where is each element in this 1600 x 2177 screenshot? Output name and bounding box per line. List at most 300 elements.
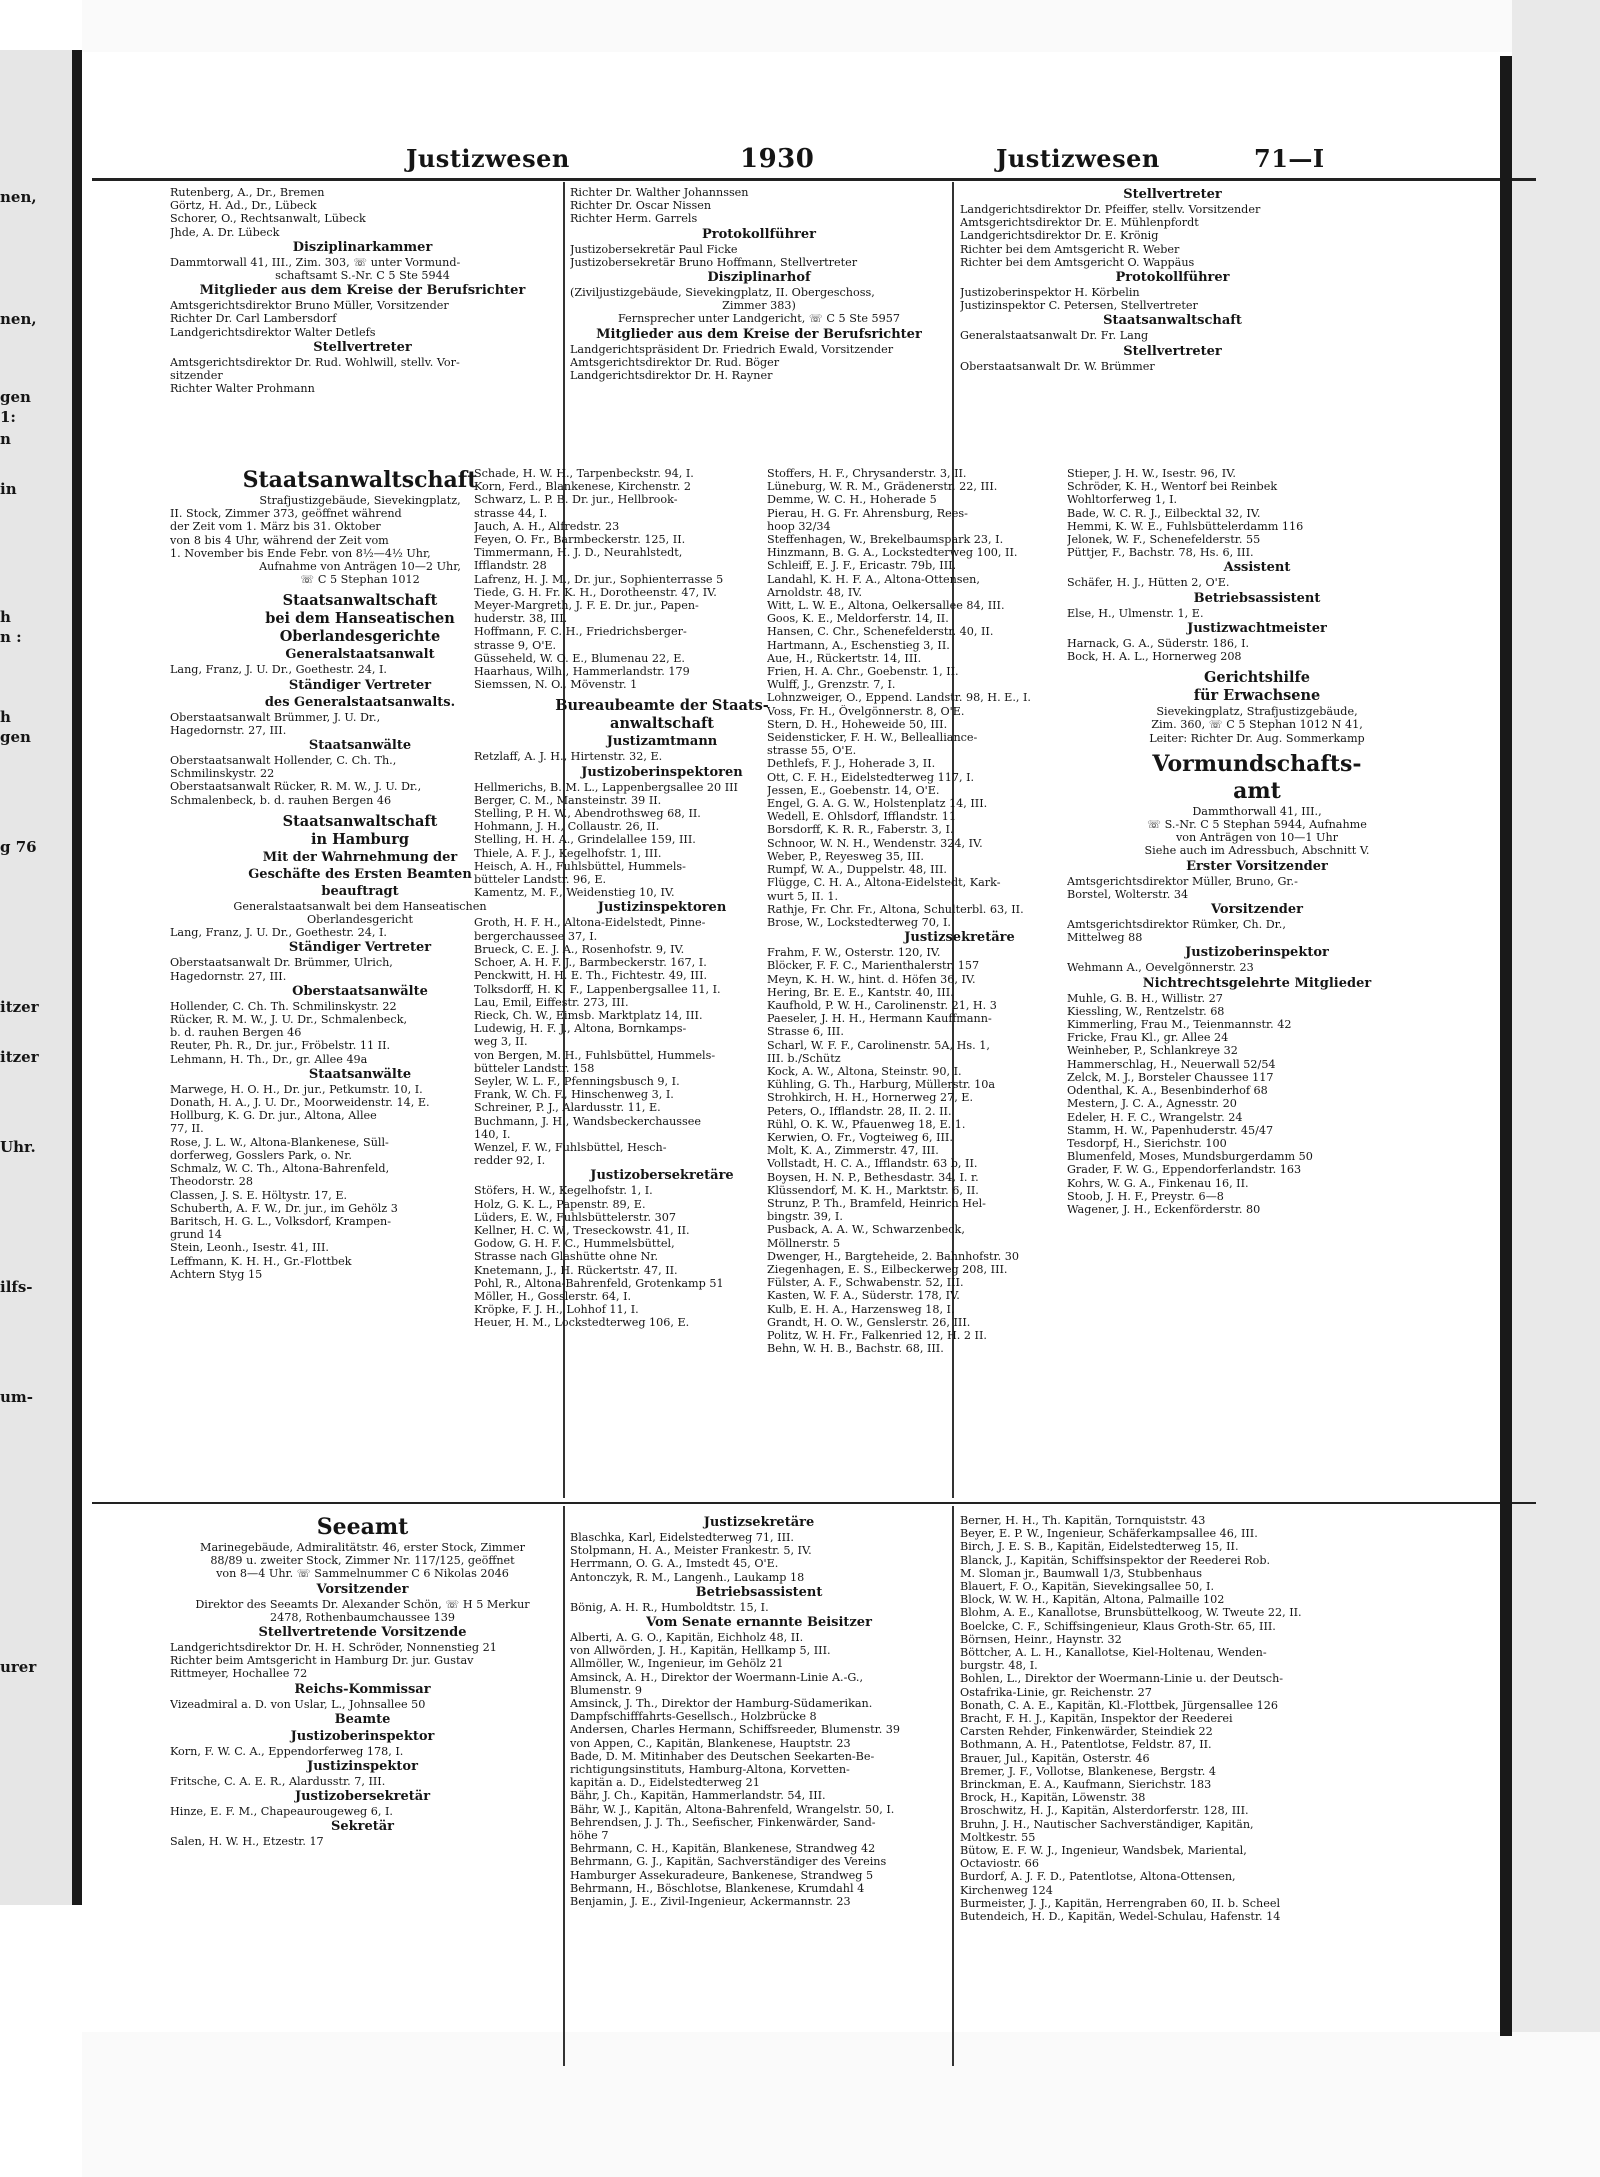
column-top-1 [170, 186, 555, 395]
section-heading: bei dem Hanseatischen [265, 610, 455, 628]
entry-line: Richter bei dem Amtsgericht R. Weber [960, 242, 1180, 256]
gutter-fragment: um- [0, 1388, 34, 1406]
entry-line: Landgerichtsdirektor Dr. E. Krönig [960, 229, 1159, 243]
section-heading: Oberlandesgerichte [279, 628, 441, 646]
entry-line: Dethlefs, F. J., Hoherade 3, II. [767, 757, 936, 771]
entry-line: Jessen, E., Goebenstr. 14, O'E. [767, 783, 940, 797]
gutter-fragment: itzer [0, 998, 39, 1016]
gutter-fragment: 1: [0, 408, 16, 426]
gutter-fragment: n [0, 430, 11, 448]
entry-line: Salen, H. W. H., Etzestr. 17 [170, 1835, 324, 1849]
entry-line: Amsinck, J. Th., Direktor der Hamburg-Südamerikan. [570, 1697, 873, 1711]
section-heading: Justizinspektor [307, 1759, 418, 1775]
section-heading: des Generalstaatsanwalts. [264, 694, 456, 710]
header-left-title: Justizwesen [406, 144, 570, 173]
entry-line: Burmeister, J. J., Kapitän, Herrengraben 60, II. b. Scheel [960, 1896, 1281, 1910]
entry-line: Seyler, W. L. F., Pfenningsbusch 9, I. [474, 1074, 680, 1088]
section-heading: Staatsanwaltschaft [1103, 313, 1242, 329]
entry-line: Bähr, W. J., Kapitän, Altona-Bahrenfeld, Wrangelstr. 50, I. [570, 1802, 895, 1816]
entry-line: bütteler Landstr. 158 [474, 1061, 595, 1075]
entry-line: Landgerichtsdirektor Dr. H. H. Schröder, Nonnenstieg 21 [170, 1641, 497, 1655]
entry-line: Kamentz, M. F., Weidenstieg 10, IV. [474, 886, 675, 900]
entry-line: Demme, W. C. H., Hoherade 5 [767, 493, 937, 507]
section-heading: Vormundschafts- [1152, 750, 1362, 777]
entry-line: Fernsprecher unter Landgericht, ☏ C 5 Ste 5957 [617, 312, 901, 326]
entry-line: Oberstaatsanwalt Rücker, R. M. W., J. U. Dr., [170, 780, 422, 794]
gutter-fragment: Uhr. [0, 1138, 36, 1156]
entry-line: Marwege, H. O. H., Dr. jur., Petkumstr. 10, I. [170, 1082, 423, 1096]
entry-line: Kerwien, O. Fr., Vogteiweg 6, III. [767, 1130, 953, 1144]
entry-line: Scharl, W. F. F., Carolinenstr. 5A, Hs. 1, [767, 1038, 990, 1052]
entry-line: Rücker, R. M. W., J. U. Dr., Schmalenbeck, [170, 1013, 408, 1027]
entry-line: strasse 9, O'E. [474, 638, 557, 652]
entry-line: Görtz, H. Ad., Dr., Lübeck [170, 199, 317, 213]
entry-line: Hering, Br. E. E., Kantstr. 40, III. [767, 985, 954, 999]
section-heading: Staatsanwälte [308, 1066, 412, 1082]
section-heading: Assistent [1223, 560, 1291, 576]
entry-line: Amtsgerichtsdirektor Dr. E. Mühlenpfordt [960, 216, 1199, 230]
entry-line: 77, II. [170, 1122, 204, 1136]
entry-line: Bothmann, A. H., Patentlotse, Feldstr. 87, II. [960, 1738, 1212, 1752]
entry-line: Feyen, O. Fr., Barmbeckerstr. 125, II. [474, 533, 686, 547]
section-rule [92, 1502, 1536, 1504]
section-heading: Gerichtshilfe [1203, 669, 1310, 687]
entry-line: Voss, Fr. H., Övelgönnerstr. 8, O'E. [767, 704, 965, 718]
entry-line: Schäfer, H. J., Hütten 2, O'E. [1067, 576, 1230, 590]
entry-line: Lafrenz, H. J. M., Dr. jur., Sophienterrasse 5 [474, 572, 724, 586]
entry-line: Landgerichtsdirektor Dr. H. Rayner [570, 369, 773, 383]
gutter-fragment: in [0, 480, 17, 498]
section-heading: Justizoberinspektor [1185, 945, 1329, 961]
entry-line: weg 3, II. [474, 1035, 528, 1049]
entry-line: Korn, F. W. C. A., Eppendorferweg 178, I. [170, 1744, 404, 1758]
entry-line: (Ziviljustizgebäude, Sievekingplatz, II. Obergeschoss, [570, 286, 875, 300]
entry-line: Landgerichtsdirektor Dr. Pfeiffer, stellv. Vorsitzender [960, 203, 1261, 216]
entry-line: Aue, H., Rückertstr. 14, III. [767, 651, 922, 665]
entry-line: Kock, A. W., Altona, Steinstr. 90, I. [767, 1064, 962, 1078]
entry-line: Möller, H., Gosslerstr. 64, I. [474, 1289, 632, 1303]
entry-line: Hagedornstr. 27, III. [170, 969, 287, 983]
entry-line: Zimmer 383) [722, 299, 796, 313]
section-heading: Beamte [334, 1711, 391, 1727]
column-rule-4 [952, 1506, 954, 2066]
entry-line: Justizoberinspektor H. Körbelin [960, 286, 1140, 300]
entry-line: Strasse nach Glashütte ohne Nr. [474, 1250, 659, 1264]
section-heading: Sekretär [330, 1819, 395, 1835]
entry-line: Holz, G. K. L., Papenstr. 89, E. [474, 1197, 646, 1211]
entry-line: Hammerschlag, H., Neuerwall 52/54 [1067, 1057, 1276, 1071]
entry-line: Bönig, A. H. R., Humboldtstr. 15, I. [570, 1600, 769, 1614]
entry-line: Marinegebäude, Admiralitätstr. 46, erster Stock, Zimmer [200, 1541, 525, 1554]
entry-line: Heuer, H. M., Lockstedterweg 106, E. [474, 1316, 690, 1330]
entry-line: Kaufhold, P. W. H., Carolinenstr. 21, H. 3 [767, 998, 997, 1012]
entry-line: Blumenfeld, Moses, Mundsburgerdamm 50 [1067, 1150, 1313, 1164]
entry-line: Blohm, A. E., Kanallotse, Brunsbüttelkoog, W. Tweute 22, II. [960, 1606, 1302, 1620]
entry-line: Hamburger Assekuradeure, Bankenese, Strandweg 5 [570, 1868, 874, 1882]
section-heading: Stellvertreter [1123, 343, 1222, 359]
entry-line: Blanck, J., Kapitän, Schiffsinspektor der Reederei Rob. [960, 1553, 1271, 1567]
gutter-fragment: nen, [0, 310, 37, 328]
directory-page [92, 52, 1600, 2032]
entry-line: Lohnzweiger, O., Eppend. Landstr. 98, H. E., I. [767, 691, 1031, 705]
entry-line: Hellmerichs, B. M. L., Lappenbergsallee 20 III [474, 780, 738, 794]
entry-line: Else, H., Ulmenstr. 1, E. [1067, 606, 1204, 620]
entry-line: Goos, K. E., Meldorferstr. 14, II. [767, 612, 949, 626]
column-middle-4 [1067, 467, 1447, 1216]
gutter-fragment: nen, [0, 188, 37, 206]
section-heading: Staatsanwälte [308, 738, 412, 754]
entry-line: Weber, P., Reyesweg 35, III. [767, 849, 924, 863]
entry-line: Kulb, E. H. A., Harzensweg 18, I. [767, 1302, 955, 1316]
entry-line: Siemssen, N. O., Mövenstr. 1 [474, 678, 638, 692]
entry-line: Bade, W. C. R. J., Eilbecktal 32, IV. [1067, 506, 1261, 520]
entry-line: Lüders, E. W., Fuhlsbüttelerstr. 307 [474, 1210, 676, 1224]
header-year: 1930 [740, 144, 815, 174]
section-heading: Erster Vorsitzender [1186, 858, 1328, 874]
entry-line: Schuberth, A. F. W., Dr. jur., im Gehölz 3 [170, 1201, 398, 1215]
column-top-3 [960, 186, 1385, 373]
entry-line: Harnack, G. A., Süderstr. 186, I. [1067, 636, 1250, 650]
entry-line: Muhle, G. B. H., Willistr. 27 [1067, 991, 1223, 1005]
section-heading: Justizoberinspektoren [581, 764, 743, 780]
entry-line: Richter Walter Prohmann [170, 382, 315, 396]
entry-line: Paeseler, J. H. H., Hermann Kauffmann- [767, 1012, 992, 1026]
entry-line: Sievekingplatz, Strafjustizgebäude, [1156, 705, 1358, 719]
entry-line: Aufnahme von Anträgen 10—2 Uhr, [259, 560, 461, 574]
section-heading: Oberstaatsanwälte [292, 983, 428, 999]
header-right-title: Justizwesen [996, 144, 1160, 173]
entry-line: kapitän a. D., Eidelstedterweg 21 [570, 1776, 760, 1790]
entry-line: Kasten, W. F. A., Süderstr. 178, IV. [767, 1289, 960, 1303]
entry-line: Stein, Leonh., Isestr. 41, III. [170, 1241, 329, 1255]
entry-line: Landahl, K. H. F. A., Altona-Ottensen, [767, 572, 980, 586]
entry-line: Wohltorferweg 1, I. [1067, 493, 1178, 507]
entry-line: hoop 32/34 [767, 519, 831, 533]
entry-line: von Allwörden, J. H., Kapitän, Hellkamp 5, III. [570, 1644, 831, 1658]
entry-line: Bohlen, L., Direktor der Woermann-Linie u. der Deutsch- [960, 1672, 1284, 1686]
entry-line: Richter beim Amtsgericht in Hamburg Dr. jur. Gustav [170, 1654, 474, 1668]
section-heading: Stellvertreter [1123, 187, 1222, 202]
page-edge [1500, 56, 1512, 2036]
entry-line: Hinze, E. F. M., Chapeaurougeweg 6, I. [170, 1805, 393, 1819]
entry-line: Odenthal, K. A., Besenbinderhof 68 [1067, 1084, 1268, 1098]
entry-line: Engel, G. A. G. W., Holstenplatz 14, III. [767, 797, 988, 811]
entry-line: Penckwitt, H. H. E. Th., Fichtestr. 49, III. [474, 969, 708, 983]
entry-line: Boysen, H. N. P., Bethesdastr. 34, I. r. [767, 1170, 979, 1184]
section-heading: Stellvertreter [313, 339, 412, 355]
entry-line: 1. November bis Ende Febr. von 8½—4½ Uhr, [170, 546, 431, 560]
entry-line: Ziegenhagen, E. S., Eilbeckerweg 208, III. [767, 1262, 1008, 1276]
section-heading: Seeamt [316, 1514, 409, 1540]
entry-line: Schmalz, W. C. Th., Altona-Bahrenfeld, [170, 1162, 390, 1176]
entry-line: Amtsgerichtsdirektor Dr. Rud. Böger [570, 355, 780, 369]
entry-line: Schleiff, E. J. F., Ericastr. 79b, III. [767, 559, 957, 573]
entry-line: Frahm, F. W., Osterstr. 120, IV. [767, 946, 941, 960]
entry-line: Octaviostr. 66 [960, 1857, 1039, 1871]
entry-line: Mestern, J. C. A., Agnesstr. 20 [1067, 1097, 1237, 1111]
entry-line: Kellner, H. C. W., Treseckowstr. 41, II. [474, 1223, 690, 1237]
entry-line: Theodorstr. 28 [170, 1175, 253, 1189]
entry-line: Andersen, Charles Hermann, Schiffsreeder, Blumenstr. 39 [570, 1723, 901, 1737]
entry-line: II. Stock, Zimmer 373, geöffnet während [170, 507, 402, 521]
column-bottom-1 [170, 1514, 555, 1849]
entry-line: III. b./Schütz [767, 1051, 841, 1065]
column-top-2 [570, 186, 948, 382]
entry-line: Behrmann, H., Böschlotse, Blankenese, Krumdahl 4 [570, 1881, 865, 1895]
column-rule-3 [563, 1506, 565, 2066]
entry-line: Tolksdorff, H. K. F., Lappenbergsallee 11, I. [474, 982, 721, 996]
entry-line: Hinzmann, B. G. A., Lockstedterweg 100, II. [767, 546, 1018, 560]
entry-line: Stoffers, H. F., Chrysanderstr. 3, II. [767, 467, 967, 480]
entry-line: Frank, W. Ch. F., Hinschenweg 3, I. [474, 1088, 674, 1102]
section-heading: Mit der Wahrnehmung der [262, 849, 458, 865]
section-heading: Justizwachtmeister [1187, 620, 1327, 636]
entry-line: Schoer, A. H. F. J., Barmbeckerstr. 167, I. [474, 956, 707, 970]
section-heading: Protokollführer [702, 226, 816, 242]
entry-line: Oberstaatsanwalt Dr. W. Brümmer [960, 359, 1155, 373]
entry-line: Dammthorwall 41, III., [1192, 804, 1322, 818]
entry-line: Jauch, A. H., Alfredstr. 23 [474, 519, 620, 533]
entry-line: Thiele, A. F. J., Kegelhofstr. 1, III. [474, 846, 662, 860]
entry-line: Püttjer, F., Bachstr. 78, Hs. 6, III. [1067, 546, 1254, 560]
entry-line: Blauert, F. O., Kapitän, Sievekingsallee 50, I. [960, 1580, 1215, 1594]
entry-line: Arnoldstr. 48, IV. [767, 585, 863, 599]
entry-line: Amsinck, A. H., Direktor der Woermann-Linie A.-G., [570, 1670, 864, 1684]
entry-line: Benjamin, J. E., Zivil-Ingenieur, Ackermannstr. 23 [570, 1895, 851, 1909]
entry-line: Molt, K. A., Zimmerstr. 47, III. [767, 1144, 939, 1158]
entry-line: Brauer, Jul., Kapitän, Osterstr. 46 [960, 1751, 1150, 1765]
entry-line: Blaschka, Karl, Eidelstedterweg 71, III. [570, 1531, 794, 1544]
entry-line: Lüneburg, W. R. M., Grädenerstr. 22, III. [767, 480, 998, 494]
entry-line: Böttcher, A. L. H., Kanallotse, Kiel-Holtenau, Wenden- [960, 1646, 1267, 1660]
entry-line: Seidensticker, F. H. W., Bellealliance- [767, 731, 978, 745]
entry-line: Amtsgerichtsdirektor Bruno Müller, Vorsitzender [170, 299, 449, 313]
section-heading: amt [1233, 777, 1281, 804]
entry-line: Ostafrika-Linie, gr. Reichenstr. 27 [960, 1685, 1152, 1699]
entry-line: Reuter, Ph. R., Dr. jur., Fröbelstr. 11 II. [170, 1039, 391, 1053]
entry-line: Buchmann, J. H., Wandsbeckerchaussee [474, 1114, 702, 1128]
entry-line: Richter Dr. Walther Johannssen [570, 186, 749, 199]
entry-line: Justizinspektor C. Petersen, Stellvertreter [960, 299, 1198, 313]
section-heading: Disziplinarhof [707, 270, 811, 286]
entry-line: grund 14 [170, 1228, 222, 1242]
binding-rule [72, 50, 82, 1905]
entry-line: Allmöller, W., Ingenieur, im Gehölz 21 [570, 1657, 784, 1671]
entry-line: Birch, J. E. S. B., Kapitän, Eidelstedterweg 15, II. [960, 1540, 1239, 1554]
entry-line: Ifflandstr. 28 [474, 559, 547, 573]
entry-line: Pusback, A. A. W., Schwarzenbeck, [767, 1223, 965, 1237]
section-heading: Generalstaatsanwalt [285, 647, 435, 663]
entry-line: Bade, D. M. Mitinhaber des Deutschen Seekarten-Be- [570, 1749, 875, 1763]
gutter-fragment: h [0, 608, 11, 626]
entry-line: Carsten Rehder, Finkenwärder, Steindiek 22 [960, 1725, 1213, 1739]
entry-line: Generalstaatsanwalt bei dem Hanseatischen [233, 899, 487, 913]
entry-line: Amtsgerichtsdirektor Müller, Bruno, Gr.- [1067, 874, 1298, 888]
section-heading: Disziplinarkammer [292, 239, 433, 255]
section-heading: Ständiger Vertreter [288, 677, 432, 693]
entry-line: Knetemann, J., H. Rückertstr. 47, II. [474, 1263, 678, 1277]
entry-line: Retzlaff, A. J. H., Hirtenstr. 32, E. [474, 750, 663, 764]
entry-line: Schorer, O., Rechtsanwalt, Lübeck [170, 212, 366, 226]
entry-line: Kirchenweg 124 [960, 1883, 1053, 1897]
entry-line: Schmilinskystr. 22 [170, 767, 275, 781]
entry-line: Güsseheld, W. O. E., Blumenau 22, E. [474, 651, 685, 665]
header-page-number: 71—I [1254, 144, 1325, 173]
entry-line: Brock, H., Kapitän, Löwenstr. 38 [960, 1791, 1146, 1805]
entry-line: Vizeadmiral a. D. von Uslar, L., Johnsallee 50 [170, 1697, 426, 1711]
entry-line: Tesdorpf, H., Sierichstr. 100 [1067, 1136, 1227, 1150]
entry-line: Bruhn, J. H., Nautischer Sachverständiger, Kapitän, [960, 1817, 1254, 1831]
entry-line: Wenzel, F. W., Fuhlsbüttel, Hesch- [474, 1140, 667, 1154]
entry-line: burgstr. 48, I. [960, 1659, 1038, 1673]
section-heading: Betriebsassistent [1193, 590, 1321, 606]
entry-line: Stelling, P. H. W., Abendrothsweg 68, II. [474, 807, 701, 821]
entry-line: Stern, D. H., Hoheweide 50, III. [767, 717, 948, 731]
page-header [92, 138, 1552, 180]
section-heading: Staatsanwaltschaft [282, 812, 438, 830]
section-heading: Geschäfte des Ersten Beamten [248, 866, 472, 882]
entry-line: Möllnerstr. 5 [767, 1236, 841, 1250]
entry-line: Berner, H. H., Th. Kapitän, Tornquiststr. 43 [960, 1514, 1206, 1527]
entry-line: Dammtorwall 41, III., Zim. 303, ☏ unter Vormund- [170, 255, 461, 269]
entry-line: Amtsgerichtsdirektor Rümker, Ch. Dr., [1067, 918, 1286, 932]
section-heading: Mitglieder aus dem Kreise der Berufsrichter [596, 326, 922, 342]
entry-line: Borstel, Wolterstr. 34 [1067, 887, 1189, 901]
entry-line: Richter Herm. Garrels [570, 212, 698, 226]
entry-line: Wedell, E. Ohlsdorf, Ifflandstr. 11 [767, 810, 957, 824]
entry-line: Justizobersekretär Bruno Hoffmann, Stellvertreter [570, 255, 858, 269]
entry-line: wurt 5, II. 1. [767, 889, 839, 903]
scan-margin-top [82, 0, 1600, 52]
entry-line: Rühl, O. K. W., Pfauenweg 18, E. 1. [767, 1117, 966, 1131]
entry-line: Berger, C. M., Mansteinstr. 39 II. [474, 793, 662, 807]
entry-line: Börnsen, Heinr., Haynstr. 32 [960, 1632, 1122, 1646]
entry-line: Stieper, J. H. W., Isestr. 96, IV. [1067, 467, 1236, 480]
entry-line: Donath, H. A., J. U. Dr., Moorweidenstr. 14, E. [170, 1096, 430, 1110]
section-heading: Justizoberinspektor [290, 1728, 435, 1744]
gutter-fragment: gen [0, 728, 31, 746]
entry-line: Schröder, K. H., Wentorf bei Reinbek [1067, 480, 1278, 494]
entry-line: höhe 7 [570, 1829, 609, 1843]
entry-line: von 8—4 Uhr. ☏ Sammelnummer C 6 Nikolas 2046 [216, 1567, 509, 1581]
entry-line: Korn, Ferd., Blankenese, Kirchenstr. 2 [474, 480, 691, 494]
entry-line: Pohl, R., Altona-Bahrenfeld, Grotenkamp 51 [474, 1276, 724, 1290]
entry-line: Leffmann, K. H. H., Gr.-Flottbek [170, 1254, 352, 1268]
entry-line: Behn, W. H. B., Bachstr. 68, III. [767, 1342, 944, 1356]
entry-line: Kohrs, W. G. A., Finkenau 16, II. [1067, 1176, 1249, 1190]
entry-line: Alberti, A. G. O., Kapitän, Eichholz 48, II. [570, 1631, 804, 1645]
entry-line: Schade, H. W. H., Tarpenbeckstr. 94, I. [474, 467, 694, 480]
entry-line: Timmermann, H. J. D., Neurahlstedt, [474, 546, 683, 560]
entry-line: Rathje, Fr. Chr. Fr., Altona, Schulterbl. 63, II. [767, 902, 1024, 916]
entry-line: Wehmann A., Oevelgönnerstr. 23 [1067, 961, 1254, 975]
entry-line: Strohkirch, H. H., Hornerweg 27, E. [767, 1091, 974, 1105]
section-heading: Nichtrechtsgelehrte Mitglieder [1142, 975, 1372, 991]
section-heading: Mitglieder aus dem Kreise der Berufsrichter [199, 283, 526, 299]
gutter-fragment: n : [0, 628, 22, 646]
entry-line: Hemmi, K. W. E., Fuhlsbüttelerdamm 116 [1067, 519, 1304, 533]
entry-line: Stöfers, H. W., Kegelhofstr. 1, I. [474, 1184, 653, 1198]
entry-line: Fritsche, C. A. E. R., Alardusstr. 7, III. [170, 1775, 386, 1789]
entry-line: Grader, F. W. G., Eppendorferlandstr. 163 [1067, 1163, 1302, 1177]
entry-line: Klüssendorf, M. K. H., Marktstr. 6, II. [767, 1183, 979, 1197]
entry-line: Broschwitz, H. J., Kapitän, Alsterdorferstr. 128, III. [960, 1804, 1249, 1818]
entry-line: Oberstaatsanwalt Brümmer, J. U. Dr., [170, 710, 381, 724]
entry-line: Jhde, A. Dr. Lübeck [170, 225, 280, 239]
entry-line: Justizobersekretär Paul Ficke [570, 242, 738, 256]
entry-line: richtigungsinstituts, Hamburg-Altona, Korvetten- [570, 1763, 850, 1777]
entry-line: Meyn, K. H. W., hint. d. Höfen 36, IV. [767, 972, 976, 986]
section-heading: Vom Senate ernannte Beisitzer [646, 1615, 872, 1631]
section-heading: Reichs-Kommissar [294, 1681, 431, 1697]
section-heading: Bureaubeamte der Staats- [555, 697, 769, 715]
gutter-fragment: g 76 [0, 838, 37, 856]
section-heading: Ständiger Vertreter [288, 940, 432, 956]
gutter-fragment: urer [0, 1658, 37, 1676]
entry-line: Herrmann, O. G. A., Imstedt 45, O'E. [570, 1557, 779, 1571]
entry-line: huderstr. 38, III. [474, 612, 568, 626]
entry-line: Bonath, C. A. E., Kapitän, Kl.-Flottbek, Jürgensallee 126 [960, 1698, 1278, 1712]
entry-line: Brinckman, E. A., Kaufmann, Sierichstr. 183 [960, 1778, 1212, 1792]
entry-line: Jelonek, W. F., Schenefelderstr. 55 [1067, 533, 1261, 547]
gutter-fragment: ilfs- [0, 1278, 33, 1296]
section-heading: Justizsekretäre [703, 1515, 815, 1530]
entry-line: Wulff, J., Grenzstr. 7, I. [767, 678, 896, 692]
entry-line: Bock, H. A. L., Hornerweg 208 [1067, 650, 1242, 664]
section-heading: anwaltschaft [610, 715, 714, 733]
entry-line: Lang, Franz, J. U. Dr., Goethestr. 24, I. [170, 663, 387, 677]
entry-line: Kiessling, W., Rentzelstr. 68 [1067, 1004, 1225, 1018]
entry-line: Antonczyk, R. M., Langenh., Laukamp 18 [570, 1570, 805, 1584]
entry-line: Siehe auch im Adressbuch, Abschnitt V. [1144, 844, 1370, 858]
entry-line: Haarhaus, Wilh., Hammerlandstr. 179 [474, 665, 690, 679]
scan-margin-bottom [82, 2032, 1600, 2177]
entry-line: b. d. rauhen Bergen 46 [170, 1026, 302, 1040]
left-page-gutter [0, 50, 72, 1905]
entry-line: Brose, W., Lockstedterweg 70, I. [767, 915, 951, 929]
entry-line: Blöcker, F. F. C., Marienthalerstr. 157 [767, 959, 980, 973]
entry-line: Richter Dr. Carl Lambersdorf [170, 312, 337, 326]
entry-line: Bracht, F. H. J., Kapitän, Inspektor der Reederei [960, 1712, 1233, 1726]
entry-line: strasse 55, O'E. [767, 744, 857, 758]
entry-line: von Anträgen von 10—1 Uhr [1175, 831, 1339, 845]
section-heading: beauftragt [321, 883, 399, 899]
entry-line: Witt, L. W. E., Altona, Oelkersallee 84, III. [767, 599, 1005, 613]
entry-line: Hollender, C. Ch. Th. Schmilinskystr. 22 [170, 999, 397, 1013]
entry-line: Oberlandesgericht [307, 913, 413, 927]
entry-line: Hoffmann, F. C. H., Friedrichsberger- [474, 625, 687, 639]
entry-line: Frien, H. A. Chr., Goebenstr. 1, II. [767, 665, 959, 679]
entry-line: strasse 44, I. [474, 506, 548, 520]
entry-line: schaftsamt S.-Nr. C 5 Ste 5944 [275, 269, 450, 283]
entry-line: sitzender [170, 369, 223, 383]
entry-line: Achtern Styg 15 [170, 1267, 263, 1281]
entry-line: ☏ S.-Nr. C 5 Stephan 5944, Aufnahme [1147, 818, 1367, 832]
entry-line: M. Sloman jr., Baumwall 1/3, Stubbenhaus [960, 1566, 1202, 1580]
section-heading: Justizamtmann [606, 734, 718, 750]
entry-line: Kimmerling, Frau M., Teienmannstr. 42 [1067, 1018, 1292, 1032]
entry-line: Moltkestr. 55 [960, 1830, 1036, 1844]
entry-line: Hartmann, A., Eschenstieg 3, II. [767, 638, 950, 652]
entry-line: Bütow, E. F. W. J., Ingenieur, Wandsbek, Mariental, [960, 1844, 1247, 1858]
entry-line: bergerchaussee 37, I. [474, 929, 598, 943]
entry-line: Stolpmann, H. A., Meister Frankestr. 5, IV. [570, 1544, 812, 1558]
entry-line: Lau, Emil, Eiffestr. 273, III. [474, 995, 629, 1009]
entry-line: Beyer, E. P. W., Ingenieur, Schäferkampsallee 46, III. [960, 1527, 1258, 1541]
entry-line: Godow, G. H. F. C., Hummelsbüttel, [474, 1237, 675, 1251]
section-heading: Staatsanwaltschaft [282, 592, 438, 610]
entry-line: Steffenhagen, W., Brekelbaumspark 23, I. [767, 533, 1004, 547]
